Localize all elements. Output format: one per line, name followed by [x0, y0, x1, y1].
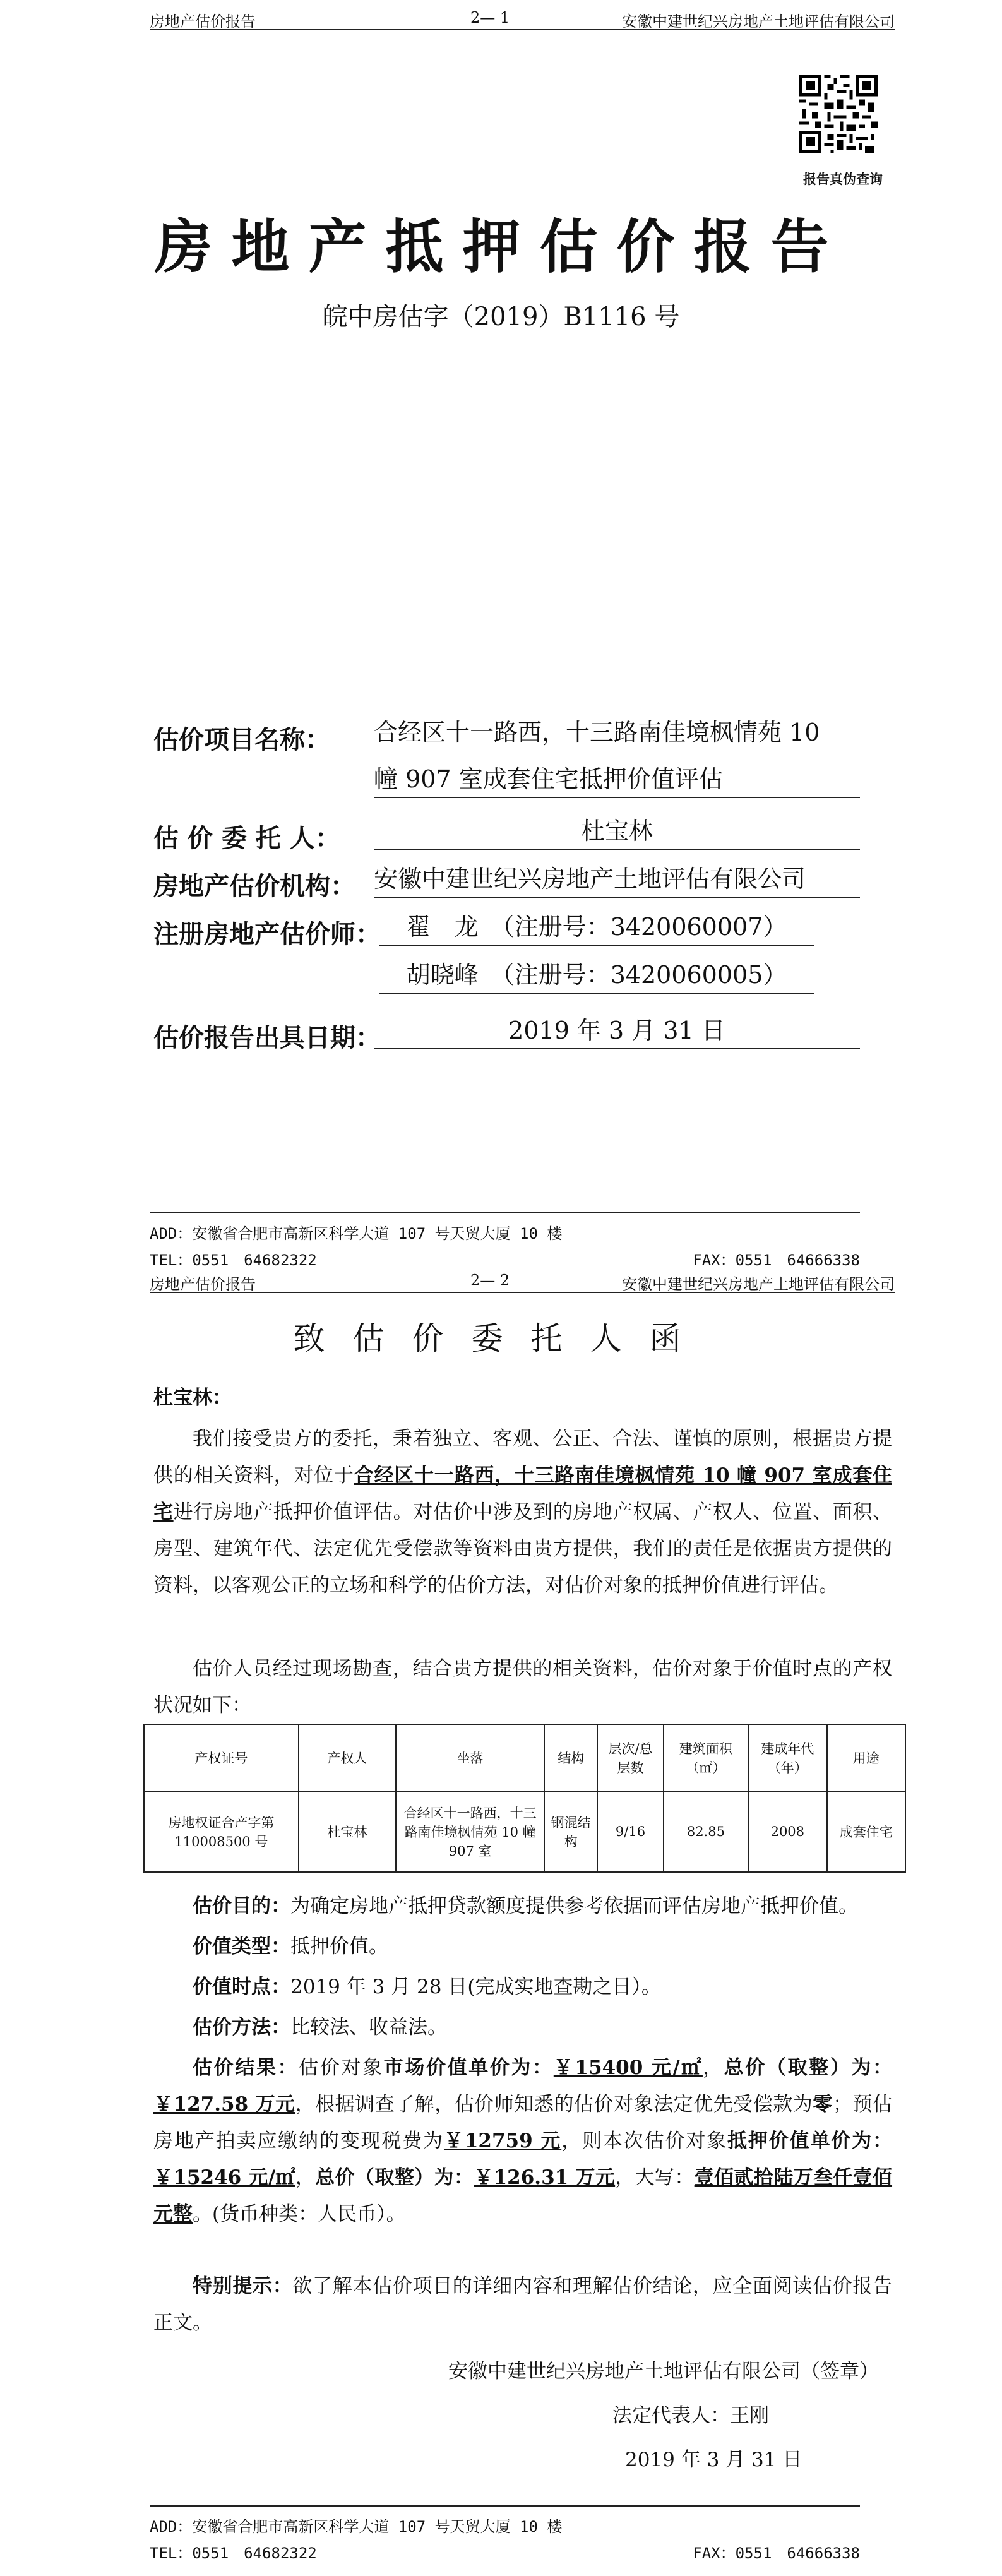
- table-header-row: [144, 1724, 905, 1791]
- client-value: 杜宝林: [374, 813, 860, 850]
- purpose-line: [153, 1888, 892, 1924]
- date-value: 2019 年 3 月 31 日: [374, 1013, 860, 1049]
- page-header-2: [150, 1269, 895, 1293]
- footer-fax: FAX：0551－64666338: [693, 2544, 860, 2562]
- result-label: 估价结果：: [193, 2056, 299, 2079]
- result-text: ，根据调查了解，估价师知悉的估价对象法定优先受偿款为: [295, 2093, 813, 2116]
- signature-representative: 法定代表人：王刚: [612, 2404, 769, 2427]
- table-header-cell: 用途: [827, 1724, 905, 1791]
- table-header-cell: 产权证号: [144, 1724, 299, 1791]
- time-label: 价值时点：: [193, 1976, 290, 1998]
- signature-date: 2019 年 3 月 31 日: [625, 2448, 802, 2471]
- table-row: [144, 1791, 905, 1872]
- purpose-label: 估价目的：: [193, 1895, 290, 1917]
- appraiser-2-value: 胡晓峰 （注册号：3420060005）: [379, 957, 814, 994]
- agency-label: 房地产估价机构：: [153, 871, 355, 901]
- method-label: 估价方法：: [193, 2016, 290, 2039]
- page-header: [150, 6, 895, 30]
- tax-value: ￥12759 元: [443, 2130, 562, 2152]
- table-cell: 合经区十一路西，十三路南佳境枫情苑 10 幢 907 室: [396, 1791, 544, 1872]
- page-footer-2: [150, 2505, 860, 2570]
- report-number: 皖中房估字（2019）B1116 号: [322, 302, 680, 331]
- table-header-cell: 坐落: [396, 1724, 544, 1791]
- header-page-number: 2— 2: [470, 1272, 510, 1289]
- special-tip: [153, 2268, 892, 2341]
- tip-label: 特别提示：: [193, 2275, 293, 2298]
- project-label: 估价项目名称：: [153, 725, 330, 754]
- mortgage-unit-price: ￥15246 元/㎡: [153, 2166, 295, 2189]
- table-cell: 钢混结构: [544, 1791, 597, 1872]
- result-text: ，大写：: [615, 2166, 695, 2189]
- table-header-cell: 产权人: [299, 1724, 397, 1791]
- priority-payment-value: 零: [813, 2093, 833, 2116]
- footer-address: ADD：安徽省合肥市高新区科学大道 107 号天贸大厦 10 楼: [150, 2518, 563, 2536]
- page-footer: [150, 1212, 860, 1277]
- type-label: 价值类型：: [193, 1935, 290, 1958]
- client-label: 估 价 委 托 人：: [153, 823, 340, 853]
- mortgage-total-price: ￥126.31 万元: [474, 2166, 616, 2189]
- market-total-price: ￥127.58 万元: [153, 2093, 295, 2116]
- para1-address: 合经区十一路西，十三路南佳境枫情苑 10 幢 907 室成套住宅: [153, 1464, 892, 1524]
- table-cell: 2008: [748, 1791, 826, 1872]
- result-text: ，: [295, 2166, 316, 2189]
- result-text: 。(货币种类：人民币）。: [193, 2203, 406, 2226]
- result-text: 估价对象: [299, 2056, 384, 2079]
- report-title: 房地产抵押估价报告: [154, 213, 848, 281]
- table-header-cell: 结构: [544, 1724, 597, 1791]
- tip-value: 欲了解本估价项目的详细内容和理解估价结论，应全面阅读估价报告正文。: [153, 2275, 893, 2334]
- result-text: ，: [702, 2056, 724, 2079]
- footer-tel: TEL：0551－64682322: [150, 2544, 317, 2562]
- type-line: [153, 1928, 892, 1965]
- header-company: 安徽中建世纪兴房地产土地评估有限公司: [622, 1275, 895, 1293]
- signature-company: 安徽中建世纪兴房地产土地评估有限公司（签章）: [448, 2360, 879, 2383]
- purpose-value: 为确定房地产抵押贷款额度提供参考依据而评估房地产抵押价值。: [290, 1895, 858, 1917]
- mortgage-total-uppercase: 壹佰贰拾陆万叁仟壹佰元整: [153, 2166, 893, 2226]
- para1-text-b: 进行房地产抵押价值评估。对估价中涉及到的房地产权属、产权人、位置、面积、房型、建筑年代、法定优先受偿款等资料由贵方提供，我们的责任是依据贵方提供的资料，以客观公正的立场和科学的估价方法，对估价对象的抵押价值进行评估。: [153, 1501, 892, 1597]
- letter-paragraph-2: 估价人员经过现场勘查，结合贵方提供的相关资料，估价对象于价值时点的产权状况如下：: [153, 1657, 892, 1717]
- footer-tel: TEL：0551－64682322: [150, 1251, 317, 1269]
- footer-address: ADD：安徽省合肥市高新区科学大道 107 号天贸大厦 10 楼: [150, 1225, 563, 1243]
- mortgage-price-label: 抵押价值单价为：: [727, 2130, 893, 2152]
- mortgage-total-label: 总价（取整）为：: [315, 2166, 474, 2189]
- date-label: 估价报告出具日期：: [153, 1023, 381, 1052]
- table-cell: 成套住宅: [827, 1791, 905, 1872]
- appraiser-1-value: 翟 龙 （注册号：3420060007）: [379, 909, 814, 946]
- para1-text-a: 我们接受贵方的委托，秉着独立、客观、公正、合法、谨慎的原则，根据贵方提供的相关资料，对位于: [153, 1428, 892, 1487]
- letter-paragraph-1: [153, 1421, 892, 1604]
- table-cell: 杜宝林: [299, 1791, 397, 1872]
- result-text: ；预估房地产拍卖应缴纳的变现税费为: [153, 2093, 893, 2152]
- market-total-label: 总价（取整）为：: [724, 2056, 893, 2079]
- qr-code-icon[interactable]: [799, 75, 878, 153]
- appraiser-label: 注册房地产估价师：: [153, 919, 381, 949]
- header-page-number: 2— 1: [470, 9, 510, 27]
- project-value-line1: 合经区十一路西，十三路南佳境枫情苑 10: [374, 719, 820, 746]
- footer-fax: FAX：0551－64666338: [693, 1251, 860, 1269]
- method-line: [153, 2009, 892, 2046]
- header-left: 房地产估价报告: [150, 13, 256, 30]
- table-header-cell: 层次/总层数: [597, 1724, 663, 1791]
- table-header-cell: 建成年代（年）: [748, 1724, 826, 1791]
- market-price-label: 市场价值单价为：: [383, 2056, 554, 2079]
- table-cell: 82.85: [664, 1791, 748, 1872]
- time-value: 2019 年 3 月 28 日(完成实地查勘之日）。: [290, 1976, 661, 1998]
- letter-title: 致估价委托人函: [293, 1320, 709, 1357]
- method-value: 比较法、收益法。: [290, 2016, 447, 2039]
- letter-salutation: 杜宝林：: [153, 1386, 232, 1409]
- header-left: 房地产估价报告: [150, 1275, 256, 1293]
- time-line: [153, 1969, 892, 2005]
- table-cell: 9/16: [597, 1791, 663, 1872]
- qr-caption: 报告真伪查询: [803, 171, 883, 187]
- agency-value: 安徽中建世纪兴房地产土地评估有限公司: [374, 861, 860, 898]
- header-company: 安徽中建世纪兴房地产土地评估有限公司: [622, 13, 895, 30]
- result-text: ，则本次估价对象: [561, 2130, 728, 2152]
- property-table: [143, 1724, 906, 1873]
- market-unit-price: ￥15400 元/㎡: [553, 2056, 703, 2079]
- project-value-line2: 幢 907 室成套住宅抵押价值评估: [374, 761, 860, 798]
- table-header-cell: 建筑面积（㎡）: [664, 1724, 748, 1791]
- result-paragraph: [153, 2049, 892, 2233]
- table-cell: 房地权证合产字第 110008500 号: [144, 1791, 299, 1872]
- type-value: 抵押价值。: [290, 1935, 388, 1958]
